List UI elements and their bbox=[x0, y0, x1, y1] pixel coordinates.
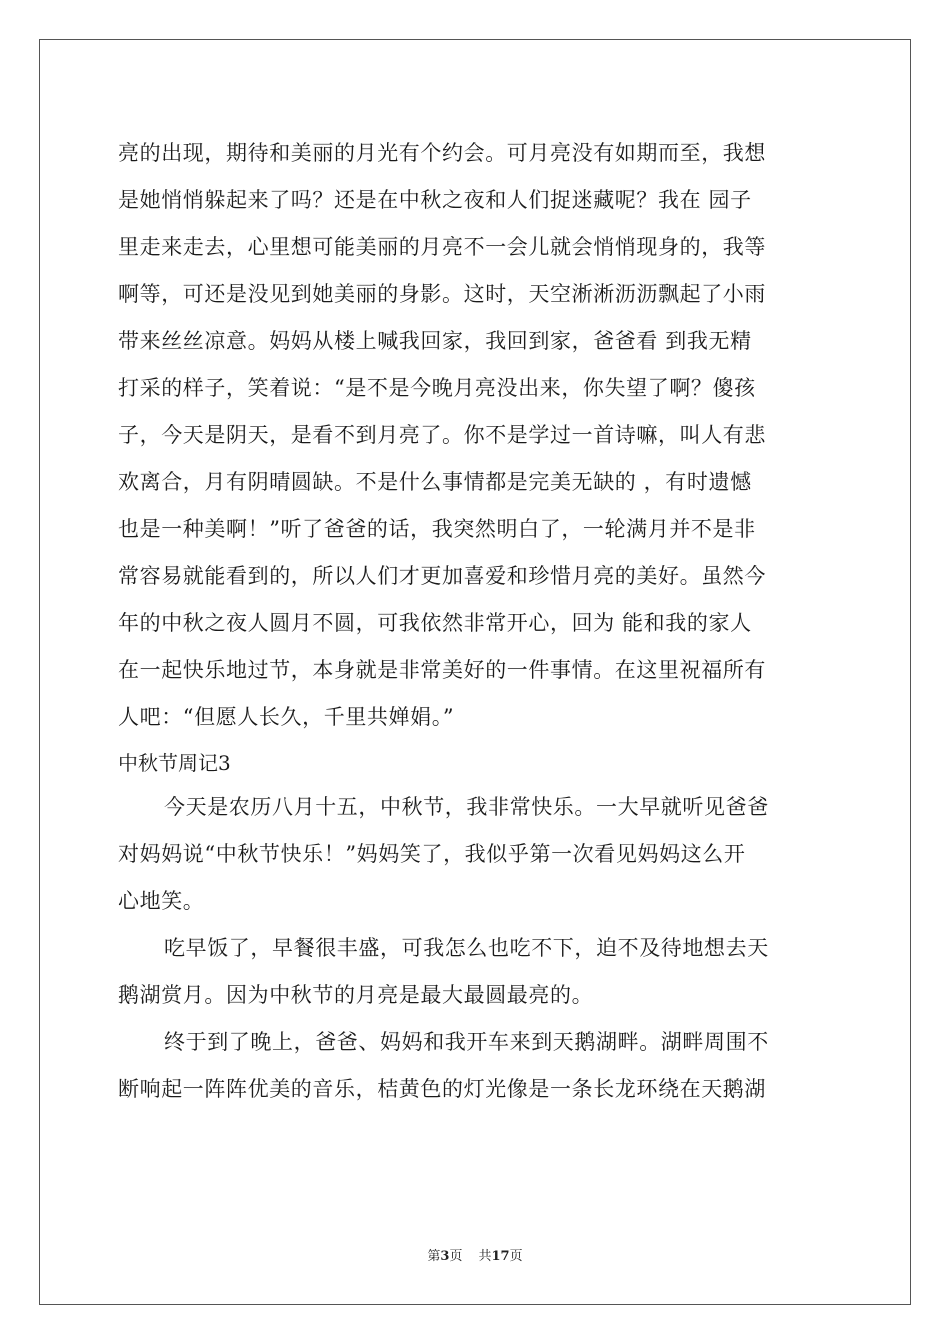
text-line: 鹅湖赏月。因为中秋节的月亮是最大最圆最亮的。 bbox=[118, 983, 594, 1007]
text-line: 也是一种美啊！”听了爸爸的话，我突然明白了，一轮满月并不是非 bbox=[118, 517, 756, 541]
footer-page-suffix: 页 bbox=[449, 1249, 463, 1264]
footer-total-suffix: 页 bbox=[509, 1249, 523, 1264]
text-line: 年的中秋之夜人圆月不圆，可我依然非常开心，回为 能和我的家人 bbox=[118, 611, 752, 635]
footer-prefix: 第 bbox=[427, 1249, 441, 1264]
text-line: 子，今天是阴天，是看不到月亮了。你不是学过一首诗嘛，叫人有悲 bbox=[118, 423, 766, 447]
text-line: 终于到了晚上，爸爸、妈妈和我开车来到天鹅湖畔。湖畔周围不 bbox=[164, 1030, 769, 1054]
text-line: 带来丝丝凉意。妈妈从楼上喊我回家，我回到家，爸爸看 到我无精 bbox=[118, 329, 752, 353]
text-line: 今天是农历八月十五，中秋节，我非常快乐。一大早就听见爸爸 bbox=[164, 795, 769, 819]
text-line: 人吧：“但愿人长久，千里共婵娟。” bbox=[118, 705, 455, 729]
text-line: 是她悄悄躲起来了吗？还是在中秋之夜和人们捉迷藏呢？我在 园子 bbox=[118, 188, 752, 212]
current-page-number: 3 bbox=[440, 1249, 450, 1264]
document-body bbox=[118, 130, 832, 1113]
footer-total-prefix: 共 bbox=[478, 1249, 492, 1264]
text-line: 在一起快乐地过节，本身就是非常美好的一件事情。在这里祝福所有 bbox=[118, 658, 766, 682]
text-line: 断响起一阵阵优美的音乐，桔黄色的灯光像是一条长龙环绕在天鹅湖 bbox=[118, 1077, 766, 1101]
text-line: 吃早饭了，早餐很丰盛，可我怎么也吃不下，迫不及待地想去天 bbox=[164, 936, 769, 960]
text-line: 里走来走去，心里想可能美丽的月亮不一会儿就会悄悄现身的，我等 bbox=[118, 235, 766, 259]
text-line: 啊等，可还是没见到她美丽的身影。这时，天空淅淅沥沥飘起了小雨 bbox=[118, 282, 766, 306]
total-page-count: 17 bbox=[491, 1249, 510, 1264]
text-line: 欢离合，月有阴晴圆缺。不是什么事情都是完美无缺的 ，有时遗憾 bbox=[118, 470, 752, 494]
text-line: 对妈妈说“中秋节快乐！”妈妈笑了，我似乎第一次看见妈妈这么开 bbox=[118, 842, 746, 866]
section-heading: 中秋节周记3 bbox=[118, 751, 231, 775]
page-footer bbox=[0, 1245, 950, 1264]
text-line: 常容易就能看到的，所以人们才更加喜爱和珍惜月亮的美好。虽然今 bbox=[118, 564, 766, 588]
text-line: 亮的出现，期待和美丽的月光有个约会。可月亮没有如期而至，我想 bbox=[118, 141, 766, 165]
text-line: 心地笑。 bbox=[118, 889, 205, 913]
text-line: 打采的样子，笑着说：“是不是今晚月亮没出来，你失望了啊？傻孩 bbox=[118, 376, 756, 400]
